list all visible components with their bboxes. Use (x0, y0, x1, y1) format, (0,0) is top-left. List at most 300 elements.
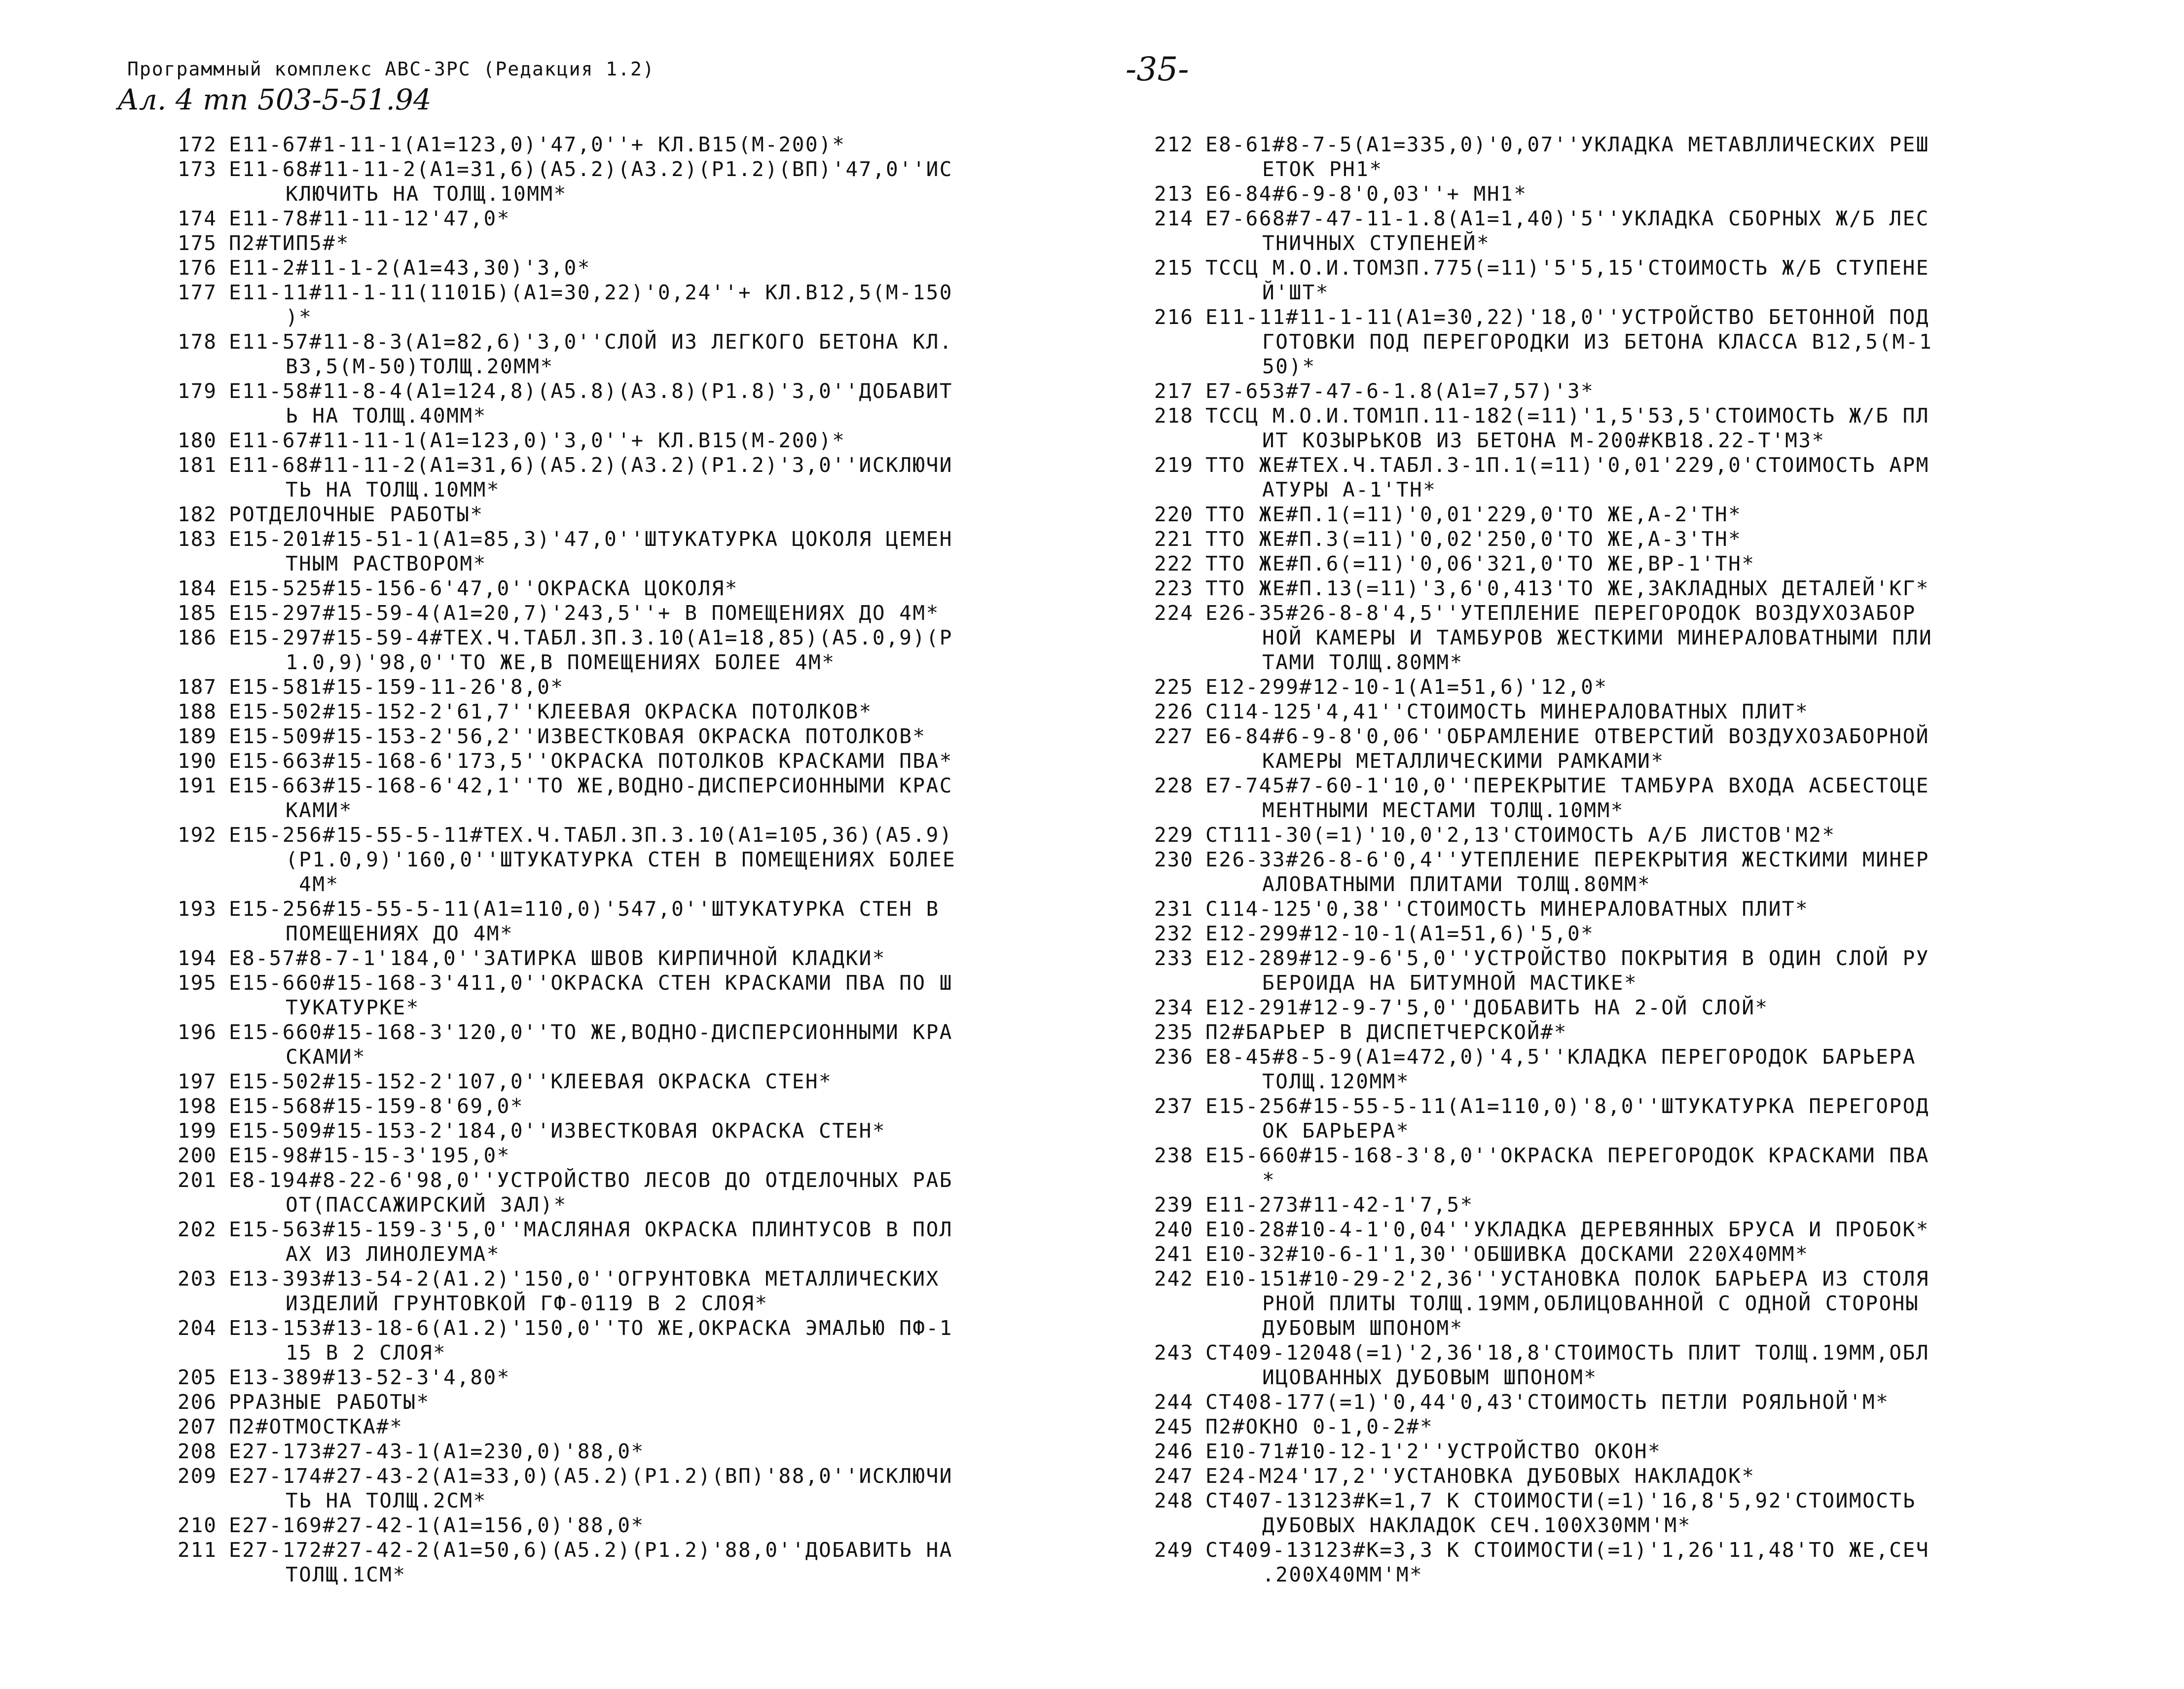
list-item (163, 675, 1051, 699)
line-number (1139, 255, 1205, 305)
entry-continuation-line: ТОЛЩ.120ММ* (1262, 1070, 1410, 1093)
line-number (1139, 1266, 1205, 1340)
line-number-text: 174 (177, 207, 217, 230)
line-number (1139, 1044, 1205, 1094)
line-number-text: 238 (1154, 1144, 1194, 1167)
line-number-text: 228 (1154, 774, 1194, 797)
entry-text (229, 428, 1051, 453)
line-number (1139, 1390, 1205, 1414)
entry-line: E15-297#15-59-4(A1=20,7)'243,5''+ В ПОМЕЩЕНИЯХ ДО 4М* (229, 601, 940, 625)
line-number-text: 231 (1154, 897, 1194, 921)
entry-text (1205, 847, 2042, 897)
list-item (1139, 699, 2042, 724)
entry-text (229, 1464, 1051, 1513)
line-number (163, 255, 229, 280)
entry-line: E15-98#15-15-3'195,0* (229, 1144, 510, 1167)
entry-text (1205, 1266, 2042, 1340)
line-number-text: 244 (1154, 1390, 1194, 1414)
list-item (1139, 403, 2042, 453)
entry-line: CT408-177(=1)'0,44'0,43'СТОИМОСТЬ ПЕТЛИ РОЯЛЬНОЙ'М* (1205, 1390, 1890, 1414)
list-item (1139, 1414, 2042, 1439)
line-number (163, 231, 229, 255)
list-item (1139, 823, 2042, 847)
entry-text (229, 280, 1051, 329)
entry-line: E11-67#11-11-1(A1=123,0)'3,0''+ КЛ.B15(M-200)* (229, 429, 846, 452)
entry-text (229, 255, 1051, 280)
list-item (163, 1365, 1051, 1390)
line-number-text: 249 (1154, 1538, 1194, 1562)
line-number-text: 211 (177, 1538, 217, 1562)
entry-continuation-line: 1.0,9)'98,0''ТО ЖЕ,В ПОМЕЩЕНИЯХ БОЛЕЕ 4М* (286, 650, 836, 674)
line-number-text: 181 (177, 453, 217, 477)
list-item (1139, 1266, 2042, 1340)
line-number (163, 724, 229, 749)
line-number (1139, 453, 1205, 502)
entry-text (1205, 1488, 2042, 1538)
entry-line: E15-201#15-51-1(A1=85,3)'47,0''ШТУКАТУРКА ЦОКОЛЯ ЦЕМЕН (229, 527, 953, 551)
entry-line: E6-84#6-9-8'0,03''+ МН1* (1205, 182, 1528, 206)
line-number-text: 247 (1154, 1464, 1194, 1488)
line-number (163, 970, 229, 1020)
entry-text (229, 749, 1051, 773)
line-number (1139, 576, 1205, 601)
entry-line: E13-393#13-54-2(A1.2)'150,0''ОГРУНТОВКА МЕТАЛЛИЧЕСКИХ (229, 1267, 940, 1291)
line-number (163, 823, 229, 897)
entry-line: E8-57#8-7-1'184,0''ЗАТИРКА ШВОВ КИРПИЧНОЙ КЛАДКИ* (229, 946, 886, 970)
entry-line: E15-568#15-159-8'69,0* (229, 1094, 524, 1118)
entry-continuation-line: ЕТОК РН1* (1262, 157, 1383, 181)
line-number-text: 239 (1154, 1193, 1194, 1217)
entry-continuation-line: ИТ КОЗЫРЬКОВ ИЗ БЕТОНА М-200#КВ18.22-Т'М3* (1262, 429, 1825, 452)
entry-text (1205, 502, 2042, 527)
list-item (1139, 1094, 2042, 1143)
entry-line: РРАЗНЫЕ РАБОТЫ* (229, 1390, 430, 1414)
line-number (163, 625, 229, 675)
entry-line: E26-35#26-8-8'4,5''УТЕПЛЕНИЕ ПЕРЕГОРОДОК ВОЗДУХОЗАБОР (1205, 601, 1916, 625)
entry-line: РОТДЕЛОЧНЫЕ РАБОТЫ* (229, 503, 484, 526)
entry-line: E15-660#15-168-3'8,0''ОКРАСКА ПЕРЕГОРОДОК КРАСКАМИ ПВА (1205, 1144, 1929, 1167)
entry-continuation-line: )* (286, 305, 313, 329)
list-item (1139, 576, 2042, 601)
entry-line: E15-502#15-152-2'107,0''КЛЕЕВАЯ ОКРАСКА СТЕН* (229, 1070, 833, 1093)
entry-text (229, 231, 1051, 255)
line-number-text: 223 (1154, 576, 1194, 600)
entry-continuation-line: ДУБОВЫХ НАКЛАДОК СЕЧ.100Х30ММ'М* (1262, 1513, 1691, 1537)
line-number (163, 1266, 229, 1316)
entry-line: E10-151#10-29-2'2,36''УСТАНОВКА ПОЛОК БАРЬЕРА ИЗ СТОЛЯ (1205, 1267, 1929, 1291)
entry-line: E10-71#10-12-1'2''УСТРОЙСТВО ОКОН* (1205, 1439, 1662, 1463)
line-number (163, 1094, 229, 1118)
list-item (163, 897, 1051, 946)
line-number (163, 157, 229, 206)
line-number-text: 180 (177, 429, 217, 452)
line-number (163, 379, 229, 428)
line-number-text: 208 (177, 1439, 217, 1463)
entry-text (229, 1266, 1051, 1316)
document-header-title: Программный комплекс АВС-3РС (Редакция 1.2) (127, 58, 655, 80)
entry-continuation-line: ОТ(ПАССАЖИРСКИЙ ЗАЛ)* (286, 1193, 567, 1217)
entry-line: E27-173#27-43-1(A1=230,0)'88,0* (229, 1439, 645, 1463)
entry-text (1205, 773, 2042, 823)
line-number-text: 243 (1154, 1341, 1194, 1365)
list-item (163, 1143, 1051, 1168)
entry-text (229, 675, 1051, 699)
entry-continuation-line: КЛЮЧИТЬ НА ТОЛЩ.10ММ* (286, 182, 567, 206)
entry-text (1205, 1217, 2042, 1242)
entry-text (1205, 1538, 2042, 1587)
list-item (163, 280, 1051, 329)
entry-text (1205, 601, 2042, 675)
entry-continuation-line: 50)* (1262, 355, 1316, 378)
list-item (1139, 453, 2042, 502)
list-item (1139, 132, 2042, 181)
list-item (1139, 551, 2042, 576)
entry-continuation-line: РНОЙ ПЛИТЫ ТОЛЩ.19ММ,ОБЛИЦОВАННОЙ С ОДНОЙ СТОРОНЫ (1262, 1292, 1920, 1315)
entry-text (229, 1069, 1051, 1094)
line-number (1139, 995, 1205, 1020)
line-number-text: 198 (177, 1094, 217, 1118)
line-number-text: 232 (1154, 922, 1194, 945)
list-item (163, 1513, 1051, 1538)
line-number-text: 187 (177, 675, 217, 699)
entry-text (1205, 1390, 2042, 1414)
line-number (1139, 1192, 1205, 1217)
entry-text (1205, 897, 2042, 921)
line-number (163, 773, 229, 823)
entry-line: E7-745#7-60-1'10,0''ПЕРЕКРЫТИЕ ТАМБУРА ВХОДА АСБЕСТОЦЕ (1205, 774, 1929, 797)
line-number-text: 246 (1154, 1439, 1194, 1463)
list-item (1139, 527, 2042, 551)
entry-line: ТТО ЖЕ#П.3(=11)'0,02'250,0'ТО ЖЕ,А-3'ТН* (1205, 527, 1742, 551)
entry-text (1205, 1020, 2042, 1044)
line-number-text: 172 (177, 133, 217, 156)
line-number (163, 428, 229, 453)
entry-continuation-line: ТНЫМ РАСТВОРОМ* (286, 552, 487, 575)
line-number-text: 203 (177, 1267, 217, 1291)
entry-text (1205, 823, 2042, 847)
entry-line: E11-273#11-42-1'7,5* (1205, 1193, 1474, 1217)
entry-line: E11-58#11-8-4(A1=124,8)(A5.8)(A3.8)(P1.8)'3,0''ДОБАВИТ (229, 379, 953, 403)
line-number (1139, 847, 1205, 897)
list-item (1139, 1143, 2042, 1192)
line-number (1139, 1143, 1205, 1192)
line-number-text: 183 (177, 527, 217, 551)
right-column (1139, 132, 2042, 1587)
line-number (1139, 1464, 1205, 1488)
entry-text (1205, 1340, 2042, 1390)
entry-continuation-line: ТУКАТУРКЕ* (286, 996, 420, 1019)
line-number (1139, 1242, 1205, 1266)
entry-continuation-line: ДУБОВЫМ ШПОНОМ* (1262, 1316, 1463, 1340)
entry-line: ТТО ЖЕ#П.13(=11)'3,6'0,413'ТО ЖЕ,ЗАКЛАДНЫХ ДЕТАЛЕЙ'КГ* (1205, 576, 1929, 600)
entry-line: E11-68#11-11-2(A1=31,6)(A5.2)(A3.2)(P1.2)(ВП)'47,0''ИС (229, 157, 953, 181)
entry-line: E10-32#10-6-1'1,30''ОБШИВКА ДОСКАМИ 220Х40ММ* (1205, 1242, 1809, 1266)
entry-text (1205, 1192, 2042, 1217)
entry-line: E6-84#6-9-8'0,06''ОБРАМЛЕНИЕ ОТВЕРСТИЙ ВОЗДУХОЗАБОРНОЙ (1205, 724, 1929, 748)
list-item (163, 132, 1051, 157)
list-item (163, 773, 1051, 823)
line-number-text: 227 (1154, 724, 1194, 748)
entry-text (229, 897, 1051, 946)
list-item (1139, 181, 2042, 206)
entry-continuation-line: АЛОВАТНЫМИ ПЛИТАМИ ТОЛЩ.80ММ* (1262, 872, 1651, 896)
entry-line: E13-153#13-18-6(A1.2)'150,0''ТО ЖЕ,ОКРАСКА ЭМАЛЬЮ ПФ-1 (229, 1316, 953, 1340)
entry-continuation-line: МЕНТНЫМИ МЕСТАМИ ТОЛЩ.10ММ* (1262, 798, 1624, 822)
entry-line: CT111-30(=1)'10,0'2,13'СТОИМОСТЬ А/Б ЛИСТОВ'М2* (1205, 823, 1836, 847)
line-number-text: 205 (177, 1366, 217, 1389)
line-number (163, 675, 229, 699)
line-number (163, 1365, 229, 1390)
line-number (1139, 724, 1205, 773)
line-number (1139, 502, 1205, 527)
line-number (163, 1118, 229, 1143)
line-number-text: 237 (1154, 1094, 1194, 1118)
line-number-text: 189 (177, 724, 217, 748)
list-item (163, 1464, 1051, 1513)
list-item (1139, 1340, 2042, 1390)
line-number-text: 199 (177, 1119, 217, 1143)
line-number-text: 220 (1154, 503, 1194, 526)
entry-line: E8-45#8-5-9(A1=472,0)'4,5''КЛАДКА ПЕРЕГОРОДОК БАРЬЕРА (1205, 1045, 1916, 1069)
entry-text (229, 527, 1051, 576)
line-number-text: 218 (1154, 404, 1194, 428)
entry-continuation-line: ТОЛЩ.1СМ* (286, 1563, 406, 1586)
line-number (163, 132, 229, 157)
line-number (163, 1390, 229, 1414)
list-item (163, 329, 1051, 379)
entry-text (229, 1316, 1051, 1365)
list-item (163, 1069, 1051, 1094)
entry-line: ТТО ЖЕ#П.1(=11)'0,01'229,0'ТО ЖЕ,А-2'ТН* (1205, 503, 1742, 526)
line-number-text: 209 (177, 1464, 217, 1488)
entry-text (229, 1168, 1051, 1217)
list-item (163, 1414, 1051, 1439)
line-number-text: 222 (1154, 552, 1194, 575)
line-number-text: 175 (177, 231, 217, 255)
entry-line: C114-125'4,41''СТОИМОСТЬ МИНЕРАЛОВАТНЫХ ПЛИТ* (1205, 700, 1809, 723)
line-number (1139, 132, 1205, 181)
line-number-text: 235 (1154, 1020, 1194, 1044)
line-number (163, 453, 229, 502)
line-number (1139, 1340, 1205, 1390)
line-number (1139, 1020, 1205, 1044)
line-number-text: 177 (177, 281, 217, 304)
list-item (163, 428, 1051, 453)
entry-text (1205, 1044, 2042, 1094)
line-number (163, 1020, 229, 1069)
line-number (1139, 1488, 1205, 1538)
entry-continuation-line: Й'ШТ* (1262, 281, 1329, 304)
entry-line: E15-502#15-152-2'61,7''КЛЕЕВАЯ ОКРАСКА ПОТОЛКОВ* (229, 700, 873, 723)
line-number (1139, 1439, 1205, 1464)
entry-continuation-line: ИЗДЕЛИЙ ГРУНТОВКОЙ ГФ-0119 В 2 СЛОЯ* (286, 1292, 768, 1315)
entry-text (229, 1538, 1051, 1587)
line-number (1139, 699, 1205, 724)
entry-line: E10-28#10-4-1'0,04''УКЛАДКА ДЕРЕВЯННЫХ БРУСА И ПРОБОК* (1205, 1218, 1929, 1241)
entry-text (229, 724, 1051, 749)
list-item (163, 576, 1051, 601)
line-number-text: 200 (177, 1144, 217, 1167)
entry-text (229, 576, 1051, 601)
list-item (163, 1020, 1051, 1069)
entry-line: E11-57#11-8-3(A1=82,6)'3,0''СЛОЙ ИЗ ЛЕГКОГО БЕТОНА КЛ. (229, 330, 953, 354)
entry-text (229, 502, 1051, 527)
entry-text (1205, 305, 2042, 379)
entry-text (229, 157, 1051, 206)
entry-line: E15-663#15-168-6'173,5''ОКРАСКА ПОТОЛКОВ КРАСКАМИ ПВА* (229, 749, 953, 773)
line-number-text: 215 (1154, 256, 1194, 280)
entry-line: E11-2#11-1-2(A1=43,30)'3,0* (229, 256, 591, 280)
line-number-text: 241 (1154, 1242, 1194, 1266)
entry-text (1205, 1242, 2042, 1266)
entry-line: E15-297#15-59-4#ТЕХ.Ч.ТАБЛ.3П.3.10(A1=18,85)(A5.0,9)(P (229, 626, 953, 649)
entry-text (229, 1365, 1051, 1390)
entry-text (229, 1020, 1051, 1069)
entry-text (1205, 206, 2042, 255)
entry-text (229, 1390, 1051, 1414)
line-number (163, 576, 229, 601)
line-number (163, 1439, 229, 1464)
list-item (163, 946, 1051, 970)
list-item (163, 527, 1051, 576)
line-number (163, 502, 229, 527)
line-number-text: 229 (1154, 823, 1194, 847)
list-item (1139, 1044, 2042, 1094)
entry-text (1205, 946, 2042, 995)
entry-text (229, 970, 1051, 1020)
line-number-text: 190 (177, 749, 217, 773)
line-number (163, 1316, 229, 1365)
entry-text (1205, 576, 2042, 601)
list-item (1139, 1242, 2042, 1266)
line-number (163, 206, 229, 231)
line-number (1139, 551, 1205, 576)
list-item (163, 1118, 1051, 1143)
entry-line: E12-299#12-10-1(A1=51,6)'12,0* (1205, 675, 1608, 699)
line-number-text: 179 (177, 379, 217, 403)
line-number-text: 178 (177, 330, 217, 354)
entry-continuation-line: БЕРОИДА НА БИТУМНОЙ МАСТИКЕ* (1262, 971, 1638, 995)
entry-line: E15-256#15-55-5-11(A1=110,0)'8,0''ШТУКАТУРКА ПЕРЕГОРОД (1205, 1094, 1929, 1118)
entry-text (229, 453, 1051, 502)
entry-text (1205, 699, 2042, 724)
entry-continuation-line: ИЦОВАННЫХ ДУБОВЫМ ШПОНОМ* (1262, 1366, 1598, 1389)
line-number (1139, 1217, 1205, 1242)
list-item (1139, 305, 2042, 379)
line-number-text: 216 (1154, 305, 1194, 329)
list-item (1139, 1464, 2042, 1488)
entry-text (1205, 1414, 2042, 1439)
list-item (163, 1538, 1051, 1587)
line-number (163, 1069, 229, 1094)
entry-continuation-line: B3,5(M-50)ТОЛЩ.20ММ* (286, 355, 554, 378)
entry-text (229, 1118, 1051, 1143)
line-number-text: 196 (177, 1020, 217, 1044)
list-item (1139, 1192, 2042, 1217)
list-item (1139, 921, 2042, 946)
entry-text (1205, 453, 2042, 502)
line-number (163, 1414, 229, 1439)
line-number (1139, 773, 1205, 823)
entry-text (1205, 132, 2042, 181)
list-item (163, 625, 1051, 675)
line-number-text: 206 (177, 1390, 217, 1414)
entry-continuation-line: ГОТОВКИ ПОД ПЕРЕГОРОДКИ ИЗ БЕТОНА КЛАССА B12,5(М-1 (1262, 330, 1933, 354)
line-number-text: 217 (1154, 379, 1194, 403)
entry-line: E11-78#11-11-12'47,0* (229, 207, 510, 230)
entry-text (229, 206, 1051, 231)
line-number (163, 601, 229, 625)
line-number-text: 173 (177, 157, 217, 181)
list-item (163, 255, 1051, 280)
list-item (1139, 897, 2042, 921)
line-number-text: 210 (177, 1513, 217, 1537)
entry-text (1205, 995, 2042, 1020)
line-number (163, 749, 229, 773)
entry-line: E12-291#12-9-7'5,0''ДОБАВИТЬ НА 2-ОЙ СЛОЙ* (1205, 996, 1769, 1019)
list-item (163, 1390, 1051, 1414)
line-number (1139, 946, 1205, 995)
entry-line: E7-668#7-47-11-1.8(A1=1,40)'5''УКЛАДКА СБОРНЫХ Ж/Б ЛЕС (1205, 207, 1929, 230)
line-number (1139, 379, 1205, 403)
list-item (163, 379, 1051, 428)
entry-text (229, 699, 1051, 724)
line-number-text: 219 (1154, 453, 1194, 477)
list-item (163, 231, 1051, 255)
list-item (163, 970, 1051, 1020)
line-number (1139, 921, 1205, 946)
list-item (1139, 995, 2042, 1020)
line-number (163, 1513, 229, 1538)
line-number-text: 184 (177, 576, 217, 600)
entry-line: E13-389#13-52-3'4,80* (229, 1366, 510, 1389)
entry-line: E24-M24'17,2''УСТАНОВКА ДУБОВЫХ НАКЛАДОК* (1205, 1464, 1755, 1488)
line-number (1139, 897, 1205, 921)
line-number-text: 192 (177, 823, 217, 847)
entry-text (1205, 675, 2042, 699)
line-number (1139, 305, 1205, 379)
entry-line: C114-125'0,38''СТОИМОСТЬ МИНЕРАЛОВАТНЫХ ПЛИТ* (1205, 897, 1809, 921)
page-number: -35- (1126, 50, 1189, 88)
line-number (1139, 601, 1205, 675)
entry-text (229, 1414, 1051, 1439)
entry-line: ТССЦ М.О.И.ТОМ1П.11-182(=11)'1,5'53,5'СТОИМОСТЬ Ж/Б ПЛ (1205, 404, 1929, 428)
line-number (163, 1168, 229, 1217)
entry-continuation-line: .200Х40ММ'М* (1262, 1563, 1423, 1586)
entry-line: П2#ОТМОСТКА#* (229, 1415, 403, 1438)
entry-continuation-line: НОЙ КАМЕРЫ И ТАМБУРОВ ЖЕСТКИМИ МИНЕРАЛОВАТНЫМИ ПЛИ (1262, 626, 1933, 649)
entry-line: П2#БАРЬЕР В ДИСПЕТЧЕРСКОЙ#* (1205, 1020, 1567, 1044)
entry-text (1205, 1143, 2042, 1192)
list-item (1139, 1488, 2042, 1538)
line-number (1139, 823, 1205, 847)
line-number-text: 214 (1154, 207, 1194, 230)
list-item (1139, 773, 2042, 823)
list-item (1139, 1538, 2042, 1587)
entry-line: E7-653#7-47-6-1.8(A1=7,57)'3* (1205, 379, 1595, 403)
list-item (163, 502, 1051, 527)
line-number-text: 233 (1154, 946, 1194, 970)
line-number-text: 207 (177, 1415, 217, 1438)
entry-text (1205, 181, 2042, 206)
list-item (163, 749, 1051, 773)
line-number-text: 186 (177, 626, 217, 649)
entry-text (229, 329, 1051, 379)
entry-line: E12-289#12-9-6'5,0''УСТРОЙСТВО ПОКРЫТИЯ В ОДИН СЛОЙ РУ (1205, 946, 1929, 970)
entry-line: CT409-12048(=1)'2,36'18,8'СТОИМОСТЬ ПЛИТ ТОЛЩ.19ММ,ОБЛ (1205, 1341, 1929, 1365)
entry-text (229, 1143, 1051, 1168)
line-number (163, 329, 229, 379)
